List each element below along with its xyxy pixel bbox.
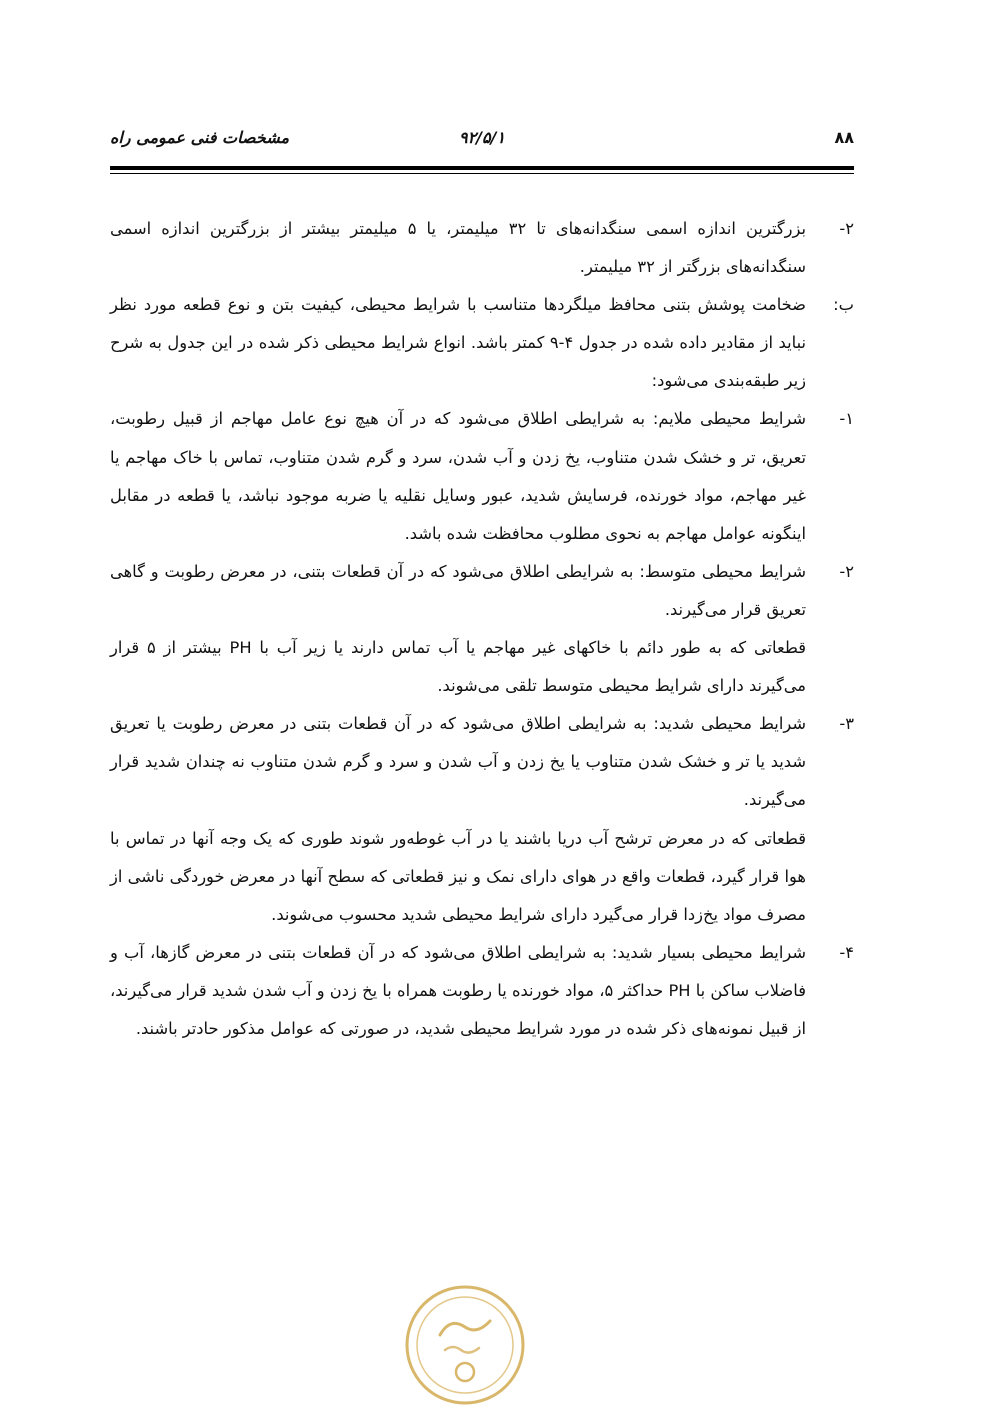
header-rule-thick	[110, 166, 854, 170]
item-text: شرایط محیطی متوسط: به شرایطی اطلاق می‌شود که در آن قطعات بتنی، در معرض رطوبت و گاهی تعریق قرار می‌گیرند.	[110, 561, 806, 619]
item-text: شرایط محیطی بسیار شدید: به شرایطی اطلاق می‌شود که در آن قطعات بتنی در معرض گازها، آب و فاضلاب ساکن با PH حداکثر ۵، مواد خورنده یا رطوبت همراه با یخ زدن و آب شدن شدید قرار می‌گیرند، از قبیل نمونه‌های ذکر شده در مورد شرایط محیطی شدید، در صورتی که عوامل مذکور حادتر باشند.	[110, 942, 806, 1038]
list-item-1	[110, 400, 854, 552]
item-number: ۲-	[839, 561, 854, 581]
item-number: ۲-	[839, 219, 854, 238]
list-item-4	[110, 934, 854, 1048]
item-text: شرایط محیطی ملایم: به شرایطی اطلاق می‌شود که در آن هیچ نوع عامل مهاجم از قبیل رطوبت، تعریق، تر و خشک شدن متناوب، یخ زدن و آب شدن، سرد و گرم شدن متناوب، تماس با خاک مهاجم یا غیر مهاجم، مواد خورنده، فرسایش شدید، عبور وسایل نقلیه یا ضربه موجود نباشد، یا قطعه در مقابل اینگونه عوامل مهاجم به نحوی مطلوب محافظت شده باشد.	[110, 409, 806, 543]
item-number: ۳-	[839, 714, 854, 734]
item-paragraph: قطعاتی که در معرض ترشح آب دریا باشند یا در آب غوطه‌ور شوند طوری که یک وجه آنها در تماس با هوا قرار گیرد، قطعات واقع در هوای دارای نمک و نیز قطعاتی که سطح آنها در معرض خوردگی ناشی از مصرف مواد یخ‌زدا قرار می‌گیرد دارای شرایط محیطی شدید محسوب می‌شوند.	[110, 828, 806, 924]
header-rule-thin	[110, 173, 854, 174]
item-text: بزرگترین اندازه اسمی سنگدانه‌های تا ۳۲ میلیمتر، یا ۵ میلیمتر بیشتر از بزرگترین اندازه اسمی سنگدانه‌های بزرگتر از ۳۲ میلیمتر.	[110, 219, 806, 277]
seal-inner-ring	[417, 1297, 513, 1393]
list-item-2-medium	[110, 553, 854, 705]
seal-watermark	[400, 1280, 530, 1410]
item-number: ۱-	[839, 409, 854, 429]
list-item-2	[110, 210, 854, 286]
body-text	[110, 210, 854, 1048]
item-number: ب:	[833, 295, 854, 315]
list-item-b	[110, 286, 854, 400]
seal-script-mark-2	[445, 1347, 479, 1353]
item-text: شرایط محیطی شدید: به شرایطی اطلاق می‌شود که در آن قطعات بتنی در معرض رطوبت یا تعریق شدید یا تر و خشک شدن متناوب یا یخ زدن و آب شدن و سرد و گرم شدن متناوب نه چندان شدید قرار می‌گیرند.	[110, 714, 806, 810]
seal-outer-ring	[407, 1287, 523, 1403]
item-paragraph: قطعاتی که به طور دائم با خاکهای غیر مهاجم یا آب تماس دارند یا زیر آب با PH بیشتر از ۵ قرار می‌گیرند دارای شرایط محیطی متوسط تلقی می‌شوند.	[110, 638, 807, 696]
list-item-3	[110, 705, 854, 934]
page-number: ۸۸	[834, 128, 854, 147]
seal-script-mark	[440, 1321, 490, 1335]
item-text: ضخامت پوشش بتنی محافظ میلگردها متناسب با شرایط محیطی، کیفیت بتن و نوع قطعه مورد نظر نباید از مقادیر داده شده در جدول ۴-۹ کمتر باشد. انواع شرایط محیطی ذکر شده در این جدول به شرح زیر طبقه‌بندی می‌شود:	[110, 295, 807, 391]
header-title: مشخصات فنی عمومی راه	[110, 128, 290, 147]
item-number: ۴-	[839, 942, 854, 962]
header-date: ۹۲/۵/۱	[458, 128, 506, 147]
seal-gear-icon	[456, 1363, 474, 1381]
page-header	[110, 128, 854, 158]
